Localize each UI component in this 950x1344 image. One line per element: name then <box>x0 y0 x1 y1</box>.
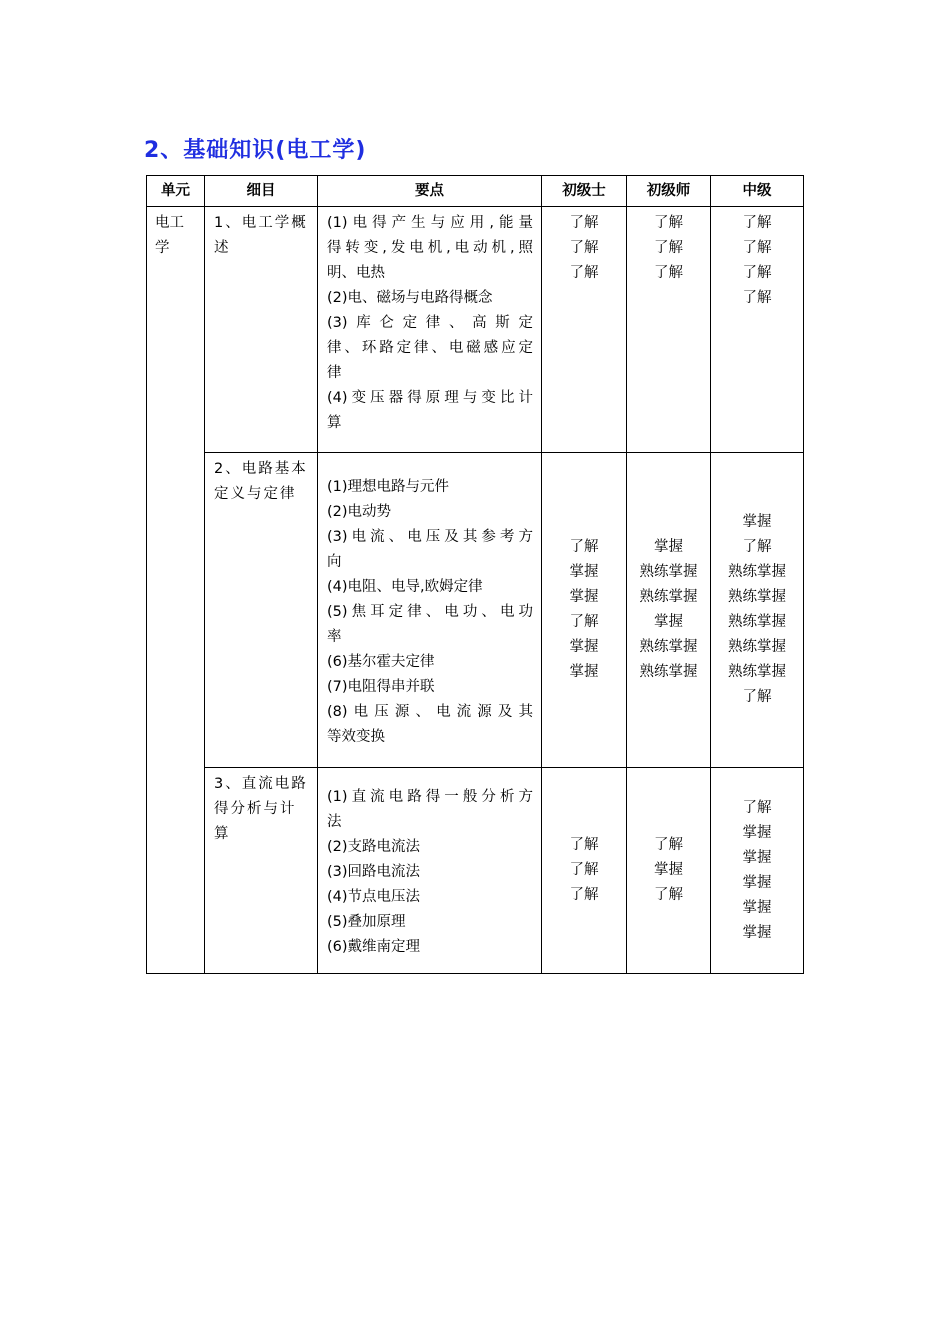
sub-line: 3、直流电路 <box>214 776 308 792</box>
level-value: 熟练掌握 <box>728 664 786 680</box>
header-points: 要点 <box>318 176 542 207</box>
point-line: 算 <box>327 415 342 431</box>
level-cell-junior-eng <box>627 453 711 768</box>
point-line: (5)叠加原理 <box>327 914 406 930</box>
level-value: 掌握 <box>742 899 772 916</box>
level-value: 了解 <box>742 290 772 306</box>
level-cell-junior-eng <box>627 207 711 453</box>
unit-line: 学 <box>155 240 170 256</box>
level-value: 了解 <box>654 837 683 853</box>
table-row <box>147 207 804 453</box>
level-value: 了解 <box>654 265 683 281</box>
level-value: 了解 <box>569 265 599 281</box>
level-value: 了解 <box>654 887 683 903</box>
level-value: 熟练掌握 <box>728 614 786 630</box>
level-cell-intermediate <box>711 207 804 453</box>
header-intermediate: 中级 <box>711 176 804 207</box>
level-value: 掌握 <box>569 664 599 680</box>
point-line: (7)电阻得串并联 <box>327 678 435 695</box>
level-value: 了解 <box>569 215 599 231</box>
point-line: (4)电阻、电导,欧姆定律 <box>327 578 483 595</box>
points-cell <box>318 207 542 453</box>
sub-line: 定义与定律 <box>214 486 297 502</box>
level-value: 了解 <box>569 862 599 878</box>
level-value: 了解 <box>742 265 772 281</box>
sub-line: 2、电路基本 <box>214 461 308 477</box>
level-cell-intermediate <box>711 453 804 768</box>
sub-line: 述 <box>214 240 231 256</box>
point-line: 律、环路定律、电磁感应定 <box>327 340 533 356</box>
point-line: (1)直流电路得一般分析方 <box>327 789 533 805</box>
header-junior-eng: 初级师 <box>627 176 711 207</box>
level-value: 了解 <box>742 240 772 256</box>
level-value: 熟练掌握 <box>728 639 786 655</box>
level-value: 熟练掌握 <box>639 664 698 680</box>
level-value: 掌握 <box>742 874 772 891</box>
point-line: 得转变,发电机,电动机,照 <box>327 240 533 256</box>
point-line: (4)节点电压法 <box>327 889 421 905</box>
point-line: 律 <box>327 365 342 381</box>
sub-cell <box>205 768 318 974</box>
point-line: (4)变压器得原理与变比计 <box>327 390 533 406</box>
sub-cell <box>205 453 318 768</box>
header-junior-tech: 初级士 <box>542 176 627 207</box>
sub-line: 得分析与计 <box>214 801 297 817</box>
level-value: 掌握 <box>742 824 772 841</box>
level-value: 掌握 <box>654 862 683 878</box>
sub-line: 算 <box>214 826 231 842</box>
unit-line: 电工 <box>155 215 184 231</box>
point-line: (3)回路电流法 <box>327 864 421 880</box>
point-line: 法 <box>327 814 342 830</box>
level-value: 熟练掌握 <box>728 589 786 605</box>
point-line: (6)基尔霍夫定律 <box>327 653 435 670</box>
level-value: 掌握 <box>569 564 599 580</box>
header-sub: 细目 <box>205 176 318 207</box>
level-cell-intermediate <box>711 768 804 974</box>
level-value: 了解 <box>569 887 599 903</box>
sub-cell <box>205 207 318 453</box>
level-value: 掌握 <box>569 639 599 655</box>
point-line: (3)库仑定律、高斯定 <box>327 315 533 331</box>
unit-cell <box>147 207 205 974</box>
level-value: 了解 <box>742 215 772 231</box>
point-line: 等效变换 <box>327 728 385 745</box>
level-value: 了解 <box>742 539 772 555</box>
level-value: 熟练掌握 <box>639 564 698 580</box>
level-value: 熟练掌握 <box>639 639 698 655</box>
header-row <box>147 176 804 207</box>
table-row <box>147 768 804 974</box>
syllabus-table <box>146 175 804 974</box>
level-cell-junior-tech <box>542 453 627 768</box>
section-title: 2、基础知识(电工学) <box>144 138 367 163</box>
level-value: 了解 <box>569 837 599 853</box>
level-value: 熟练掌握 <box>728 564 786 580</box>
sub-line: 1、电工学概 <box>214 215 308 231</box>
point-line: (1)电得产生与应用,能量 <box>327 215 533 231</box>
level-value: 了解 <box>654 215 683 231</box>
point-line: (2)支路电流法 <box>327 839 421 855</box>
header-unit: 单元 <box>147 176 205 207</box>
point-line: (2)电动势 <box>327 503 392 520</box>
point-line: (2)电、磁场与电路得概念 <box>327 290 493 306</box>
level-value: 掌握 <box>742 849 772 866</box>
point-line: (6)戴维南定理 <box>327 939 421 955</box>
level-value: 了解 <box>654 240 683 256</box>
level-value: 掌握 <box>654 539 683 555</box>
level-cell-junior-eng <box>627 768 711 974</box>
point-line: (3)电流、电压及其参考方 <box>327 528 533 545</box>
point-line: (5)焦耳定律、电功、电功 <box>327 603 533 620</box>
table-row <box>147 453 804 768</box>
point-line: (8)电压源、电流源及其 <box>327 703 533 720</box>
point-line: 明、电热 <box>327 265 385 281</box>
level-cell-junior-tech <box>542 768 627 974</box>
level-value: 掌握 <box>742 924 772 941</box>
level-value: 熟练掌握 <box>639 589 698 605</box>
points-cell <box>318 453 542 768</box>
level-value: 了解 <box>569 539 599 555</box>
level-value: 了解 <box>742 799 772 816</box>
point-line: (1)理想电路与元件 <box>327 478 450 495</box>
level-value: 掌握 <box>742 514 772 530</box>
level-value: 了解 <box>569 614 599 630</box>
level-value: 掌握 <box>654 614 683 630</box>
level-cell-junior-tech <box>542 207 627 453</box>
points-cell <box>318 768 542 974</box>
level-value: 了解 <box>742 689 772 705</box>
point-line: 率 <box>327 628 342 645</box>
point-line: 向 <box>327 553 342 570</box>
level-value: 掌握 <box>569 589 599 605</box>
level-value: 了解 <box>569 240 599 256</box>
